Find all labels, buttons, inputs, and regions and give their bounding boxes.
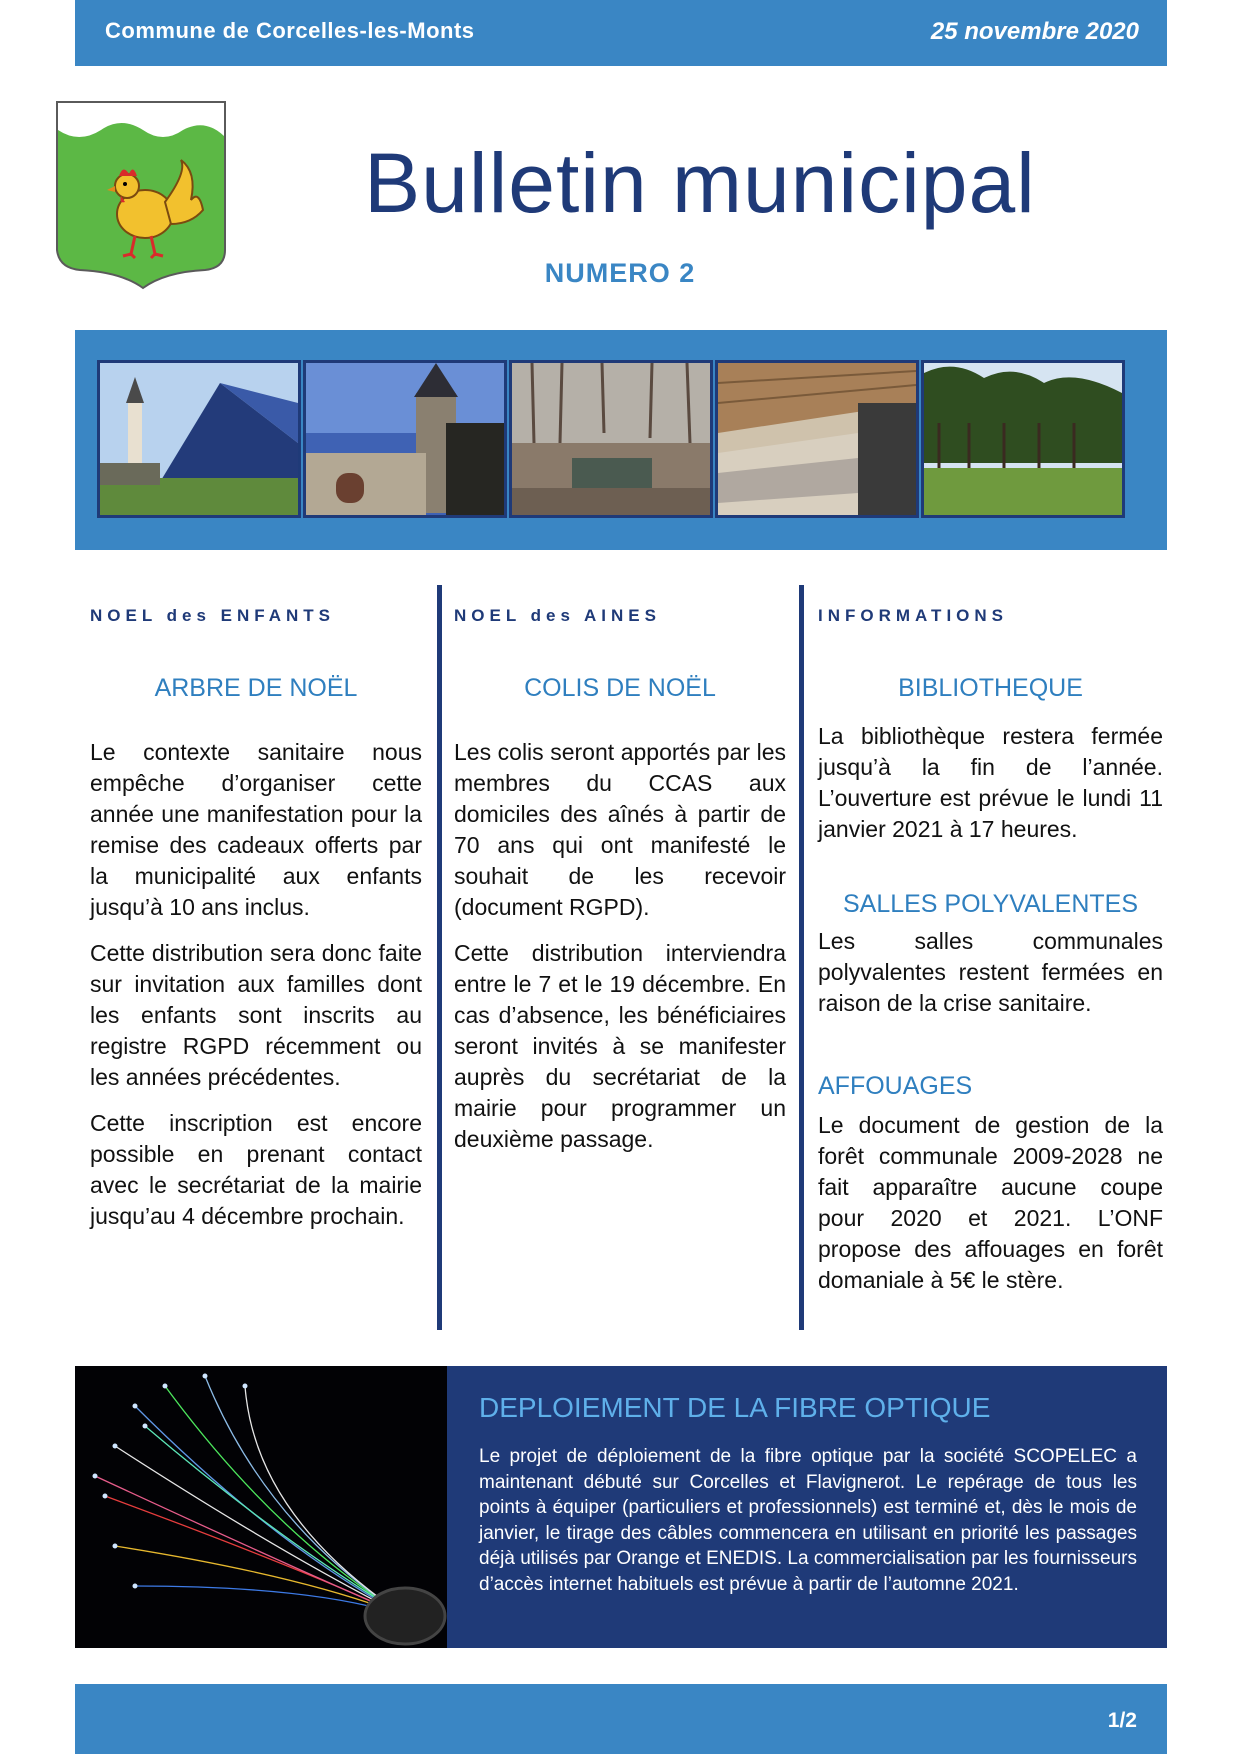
column-label-noel-aines: NOEL des AINES (454, 606, 661, 625)
paragraph: Les colis seront apportés par les membres du CCAS aux domiciles des aînés à partir de 70 ans qui ont manifesté le souhait de les recevoir (document RGPD). (454, 739, 786, 920)
paragraph: Le contexte sanitaire nous empêche d’organiser cette année une manifestation pour la remise des cadeaux offerts par la municipalité aux enfants jusqu’à 10 ans inclus. (90, 739, 422, 920)
fibre-optic-image (75, 1366, 447, 1648)
heading-bibliotheque: BIBLIOTHEQUE (898, 674, 1083, 702)
coat-of-arms-icon (55, 100, 230, 290)
fibre-paragraph: Le projet de déploiement de la fibre optique par la société SCOPELEC a maintenant débuté sur Corcelles et Flavignerot. Le repérage de tous les points à équiper (particuliers et professionnels) est terminé et, dès le mois de janvier, le tirage des câbles commencera en utilisant en priorité les passages déjà utilisés par Orange et ENEDIS. La commercialisation par les fournisseurs d’accès internet habituels est prévue à partir de l’automne 2021. (479, 1446, 1137, 1595)
column-label-informations: INFORMATIONS (818, 606, 1009, 625)
column-divider (437, 585, 442, 1330)
heading-colis-de-noel: COLIS DE NOËL (524, 674, 716, 702)
page-title: Bulletin municipal (364, 136, 1036, 230)
paragraph: Cette distribution sera donc faite sur invitation aux familles dont les enfants sont inscrits au registre RGPD récemment ou les années précédentes. (90, 940, 422, 1090)
church-photo (97, 360, 301, 518)
paragraph: Les salles communales polyvalentes restent fermées en raison de la crise sanitaire. (818, 928, 1163, 1016)
paragraph: Cette distribution interviendra entre le 7 et le 19 décembre. En cas d’absence, les bénéficiaires seront invités à se manifester auprès du secrétariat de la mairie pour programmer un deuxième passage. (454, 940, 786, 1152)
heading-arbre-de-noel: ARBRE DE NOËL (154, 674, 358, 702)
photo-band (75, 330, 1167, 550)
paragraph: Le document de gestion de la forêt communale 2009-2028 ne fait apparaître aucune coupe pour 2020 et 2021. L’ONF propose des affouages en forêt domaniale à 5€ le stère. (818, 1112, 1163, 1293)
footer-band (75, 1684, 1167, 1754)
paragraph: Cette inscription est encore possible en prenant contact avec le secrétariat de la mairie jusqu’au 4 décembre prochain. (90, 1110, 422, 1229)
fibre-heading: DEPLOIEMENT DE LA FIBRE OPTIQUE (479, 1392, 991, 1423)
lavoir-photo (715, 360, 919, 518)
village-church-photo (303, 360, 507, 518)
header-band (75, 0, 1167, 66)
wash-basin-photo (509, 360, 713, 518)
heading-affouages: AFFOUAGES (818, 1072, 973, 1100)
page-number: 1/2 (1107, 1709, 1137, 1732)
paragraph: La bibliothèque restera fermée jusqu’à la fin de l’année. L’ouverture est prévue le lundi 11 janvier 2021 à 17 heures. (818, 723, 1163, 842)
issue-number: NUMERO 2 (544, 258, 696, 288)
heading-salles-polyvalentes: SALLES POLYVALENTES (842, 890, 1139, 918)
issue-date: 25 novembre 2020 (930, 18, 1139, 45)
column-label-noel-enfants: NOEL des ENFANTS (90, 606, 335, 625)
commune-name: Commune de Corcelles-les-Monts (105, 18, 475, 43)
column-divider (799, 585, 804, 1330)
pine-trees-photo (921, 360, 1125, 518)
fibre-section (447, 1366, 1167, 1648)
